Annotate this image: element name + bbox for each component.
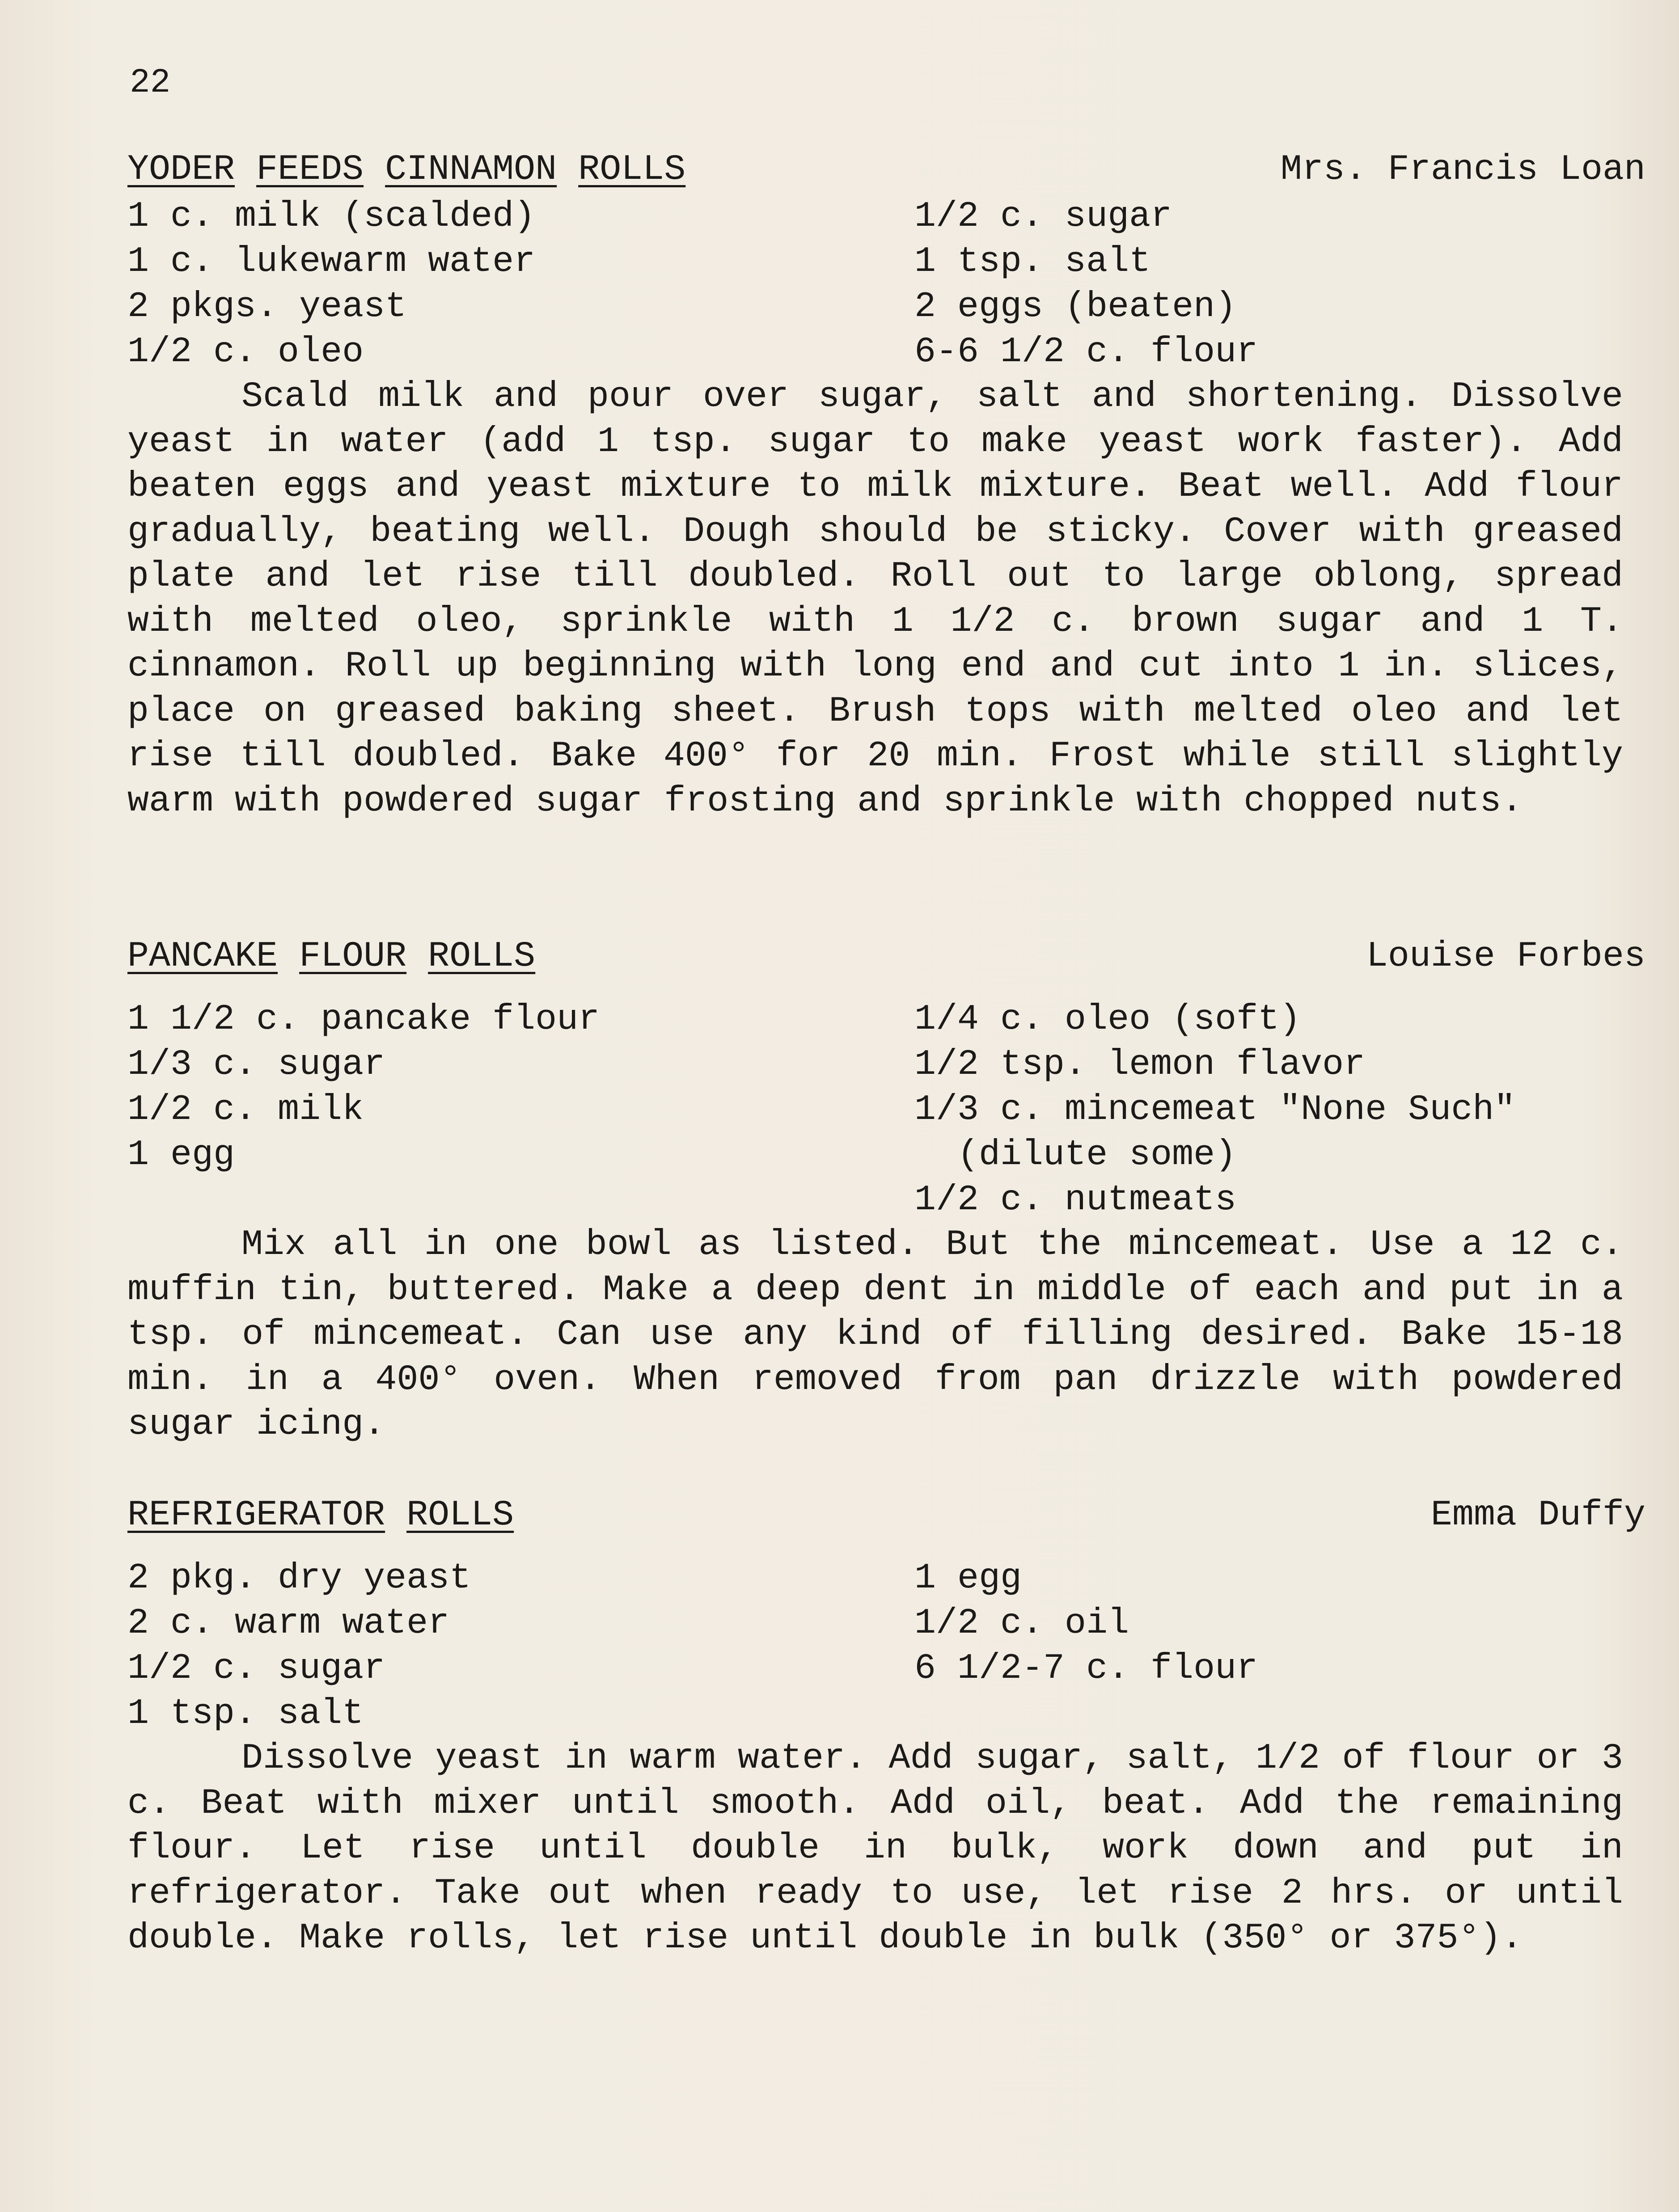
ingredient-row <box>125 1601 1645 1646</box>
title-word: ROLLS <box>428 936 536 977</box>
ingredient-row <box>125 194 1645 239</box>
ingredient-left: 1 egg <box>127 1135 235 1175</box>
ingredient-left: 1/2 c. sugar <box>127 1648 385 1689</box>
ingredient-row <box>125 1646 1645 1691</box>
title-word: REFRIGERATOR <box>127 1495 385 1536</box>
ingredient-left: 1 c. milk (scalded) <box>127 196 536 237</box>
ingredient-row <box>125 997 1645 1042</box>
ingredient-right: 1/4 c. oleo (soft) <box>914 999 1301 1040</box>
ingredient-row <box>125 1132 1645 1178</box>
ingredient-row <box>125 1556 1645 1601</box>
ingredient-left: 1/2 c. milk <box>127 1089 364 1130</box>
ingredient-left: 1 1/2 c. pancake flour <box>127 999 600 1040</box>
recipe-title <box>127 148 685 192</box>
recipe-header <box>125 934 1645 979</box>
title-word: PANCAKE <box>127 936 278 977</box>
ingredient-list <box>125 194 1645 375</box>
title-word: ROLLS <box>406 1495 514 1536</box>
ingredient-row <box>125 1691 1645 1736</box>
ingredient-left: 1 c. lukewarm water <box>127 241 536 282</box>
recipe-title <box>127 1493 514 1538</box>
ingredient-row <box>125 284 1645 329</box>
ingredient-row <box>125 1178 1645 1223</box>
recipe-directions: Dissolve yeast in warm water. Add sugar, salt, 1/2 of flour or 3 c. Beat with mixer until smooth. Add oil, beat. Add the remaining flour. Let rise until double in bulk, work down and put in refrigerator. Take out when ready to use, let rise 2 hrs. or until double. Make rolls, let rise until double in bulk (350° or 375°). <box>127 1738 1623 1959</box>
ingredient-list <box>125 997 1645 1223</box>
title-word: YODER <box>127 149 235 190</box>
ingredient-right: 1/3 c. mincemeat "None Such" <box>914 1089 1516 1130</box>
ingredient-left: 2 pkg. dry yeast <box>127 1558 471 1599</box>
ingredient-row <box>125 1042 1645 1087</box>
page-number: 22 <box>130 63 171 102</box>
ingredient-right: 1 tsp. salt <box>914 241 1151 282</box>
title-word: CINNAMON <box>385 149 557 190</box>
recipe-author: Mrs. Francis Loan <box>1280 149 1645 190</box>
ingredient-right: 1/2 tsp. lemon flavor <box>914 1044 1366 1085</box>
recipe-title <box>127 934 535 979</box>
recipe-header <box>125 148 1645 192</box>
recipe-refrigerator-rolls <box>125 1493 1645 1961</box>
ingredient-right: 1/2 c. nutmeats <box>914 1180 1237 1220</box>
ingredient-left: 2 pkgs. yeast <box>127 287 407 327</box>
recipe-header <box>125 1493 1645 1538</box>
title-word: FLOUR <box>299 936 407 977</box>
ingredient-right: (dilute some) <box>914 1135 1237 1175</box>
recipe-author: Louise Forbes <box>1366 936 1645 977</box>
ingredient-row <box>125 329 1645 375</box>
ingredient-right: 1 egg <box>914 1558 1022 1599</box>
ingredient-right: 6 1/2-7 c. flour <box>914 1648 1258 1689</box>
ingredient-left: 1/2 c. oleo <box>127 332 364 372</box>
ingredient-row <box>125 1087 1645 1132</box>
recipe-pancake-flour-rolls <box>125 934 1645 1448</box>
ingredient-left: 1 tsp. salt <box>127 1693 364 1734</box>
ingredient-left: 1/3 c. sugar <box>127 1044 385 1085</box>
title-word: ROLLS <box>578 149 686 190</box>
ingredient-right: 6-6 1/2 c. flour <box>914 332 1258 372</box>
recipe-directions: Mix all in one bowl as listed. But the mincemeat. Use a 12 c. muffin tin, buttered. Make a deep dent in middle of each and put in a tsp. of mincemeat. Can use any kind of filling desired. Bake 15-18 min. in a 400° oven. When removed from pan drizzle with powdered sugar icing. <box>127 1224 1623 1445</box>
ingredient-left: 2 c. warm water <box>127 1603 450 1644</box>
ingredient-list <box>125 1556 1645 1736</box>
ingredient-right: 1/2 c. oil <box>914 1603 1129 1644</box>
recipe-directions: Scald milk and pour over sugar, salt and shortening. Dissolve yeast in water (add 1 tsp. sugar to make yeast work faster). Add beaten eggs and yeast mixture to milk mixture. Beat well. Add flour gradually, beating well. Dough should be sticky. Cover with greased plate and let rise till doubled. Roll out to large oblong, spread with melted oleo, sprinkle with 1 1/2 c. brown sugar and 1 T. cinnamon. Roll up beginning with long end and cut into 1 in. slices, place on greased baking sheet. Brush tops with melted oleo and let rise till doubled. Bake 400° for 20 min. Frost while still slightly warm with powdered sugar frosting and sprinkle with chopped nuts. <box>127 376 1623 822</box>
ingredient-right: 1/2 c. sugar <box>914 196 1172 237</box>
title-word: FEEDS <box>256 149 364 190</box>
ingredient-right: 2 eggs (beaten) <box>914 287 1237 327</box>
recipe-yoder-feeds-cinnamon-rolls <box>125 148 1645 824</box>
recipe-author: Emma Duffy <box>1430 1495 1645 1536</box>
ingredient-row <box>125 239 1645 284</box>
